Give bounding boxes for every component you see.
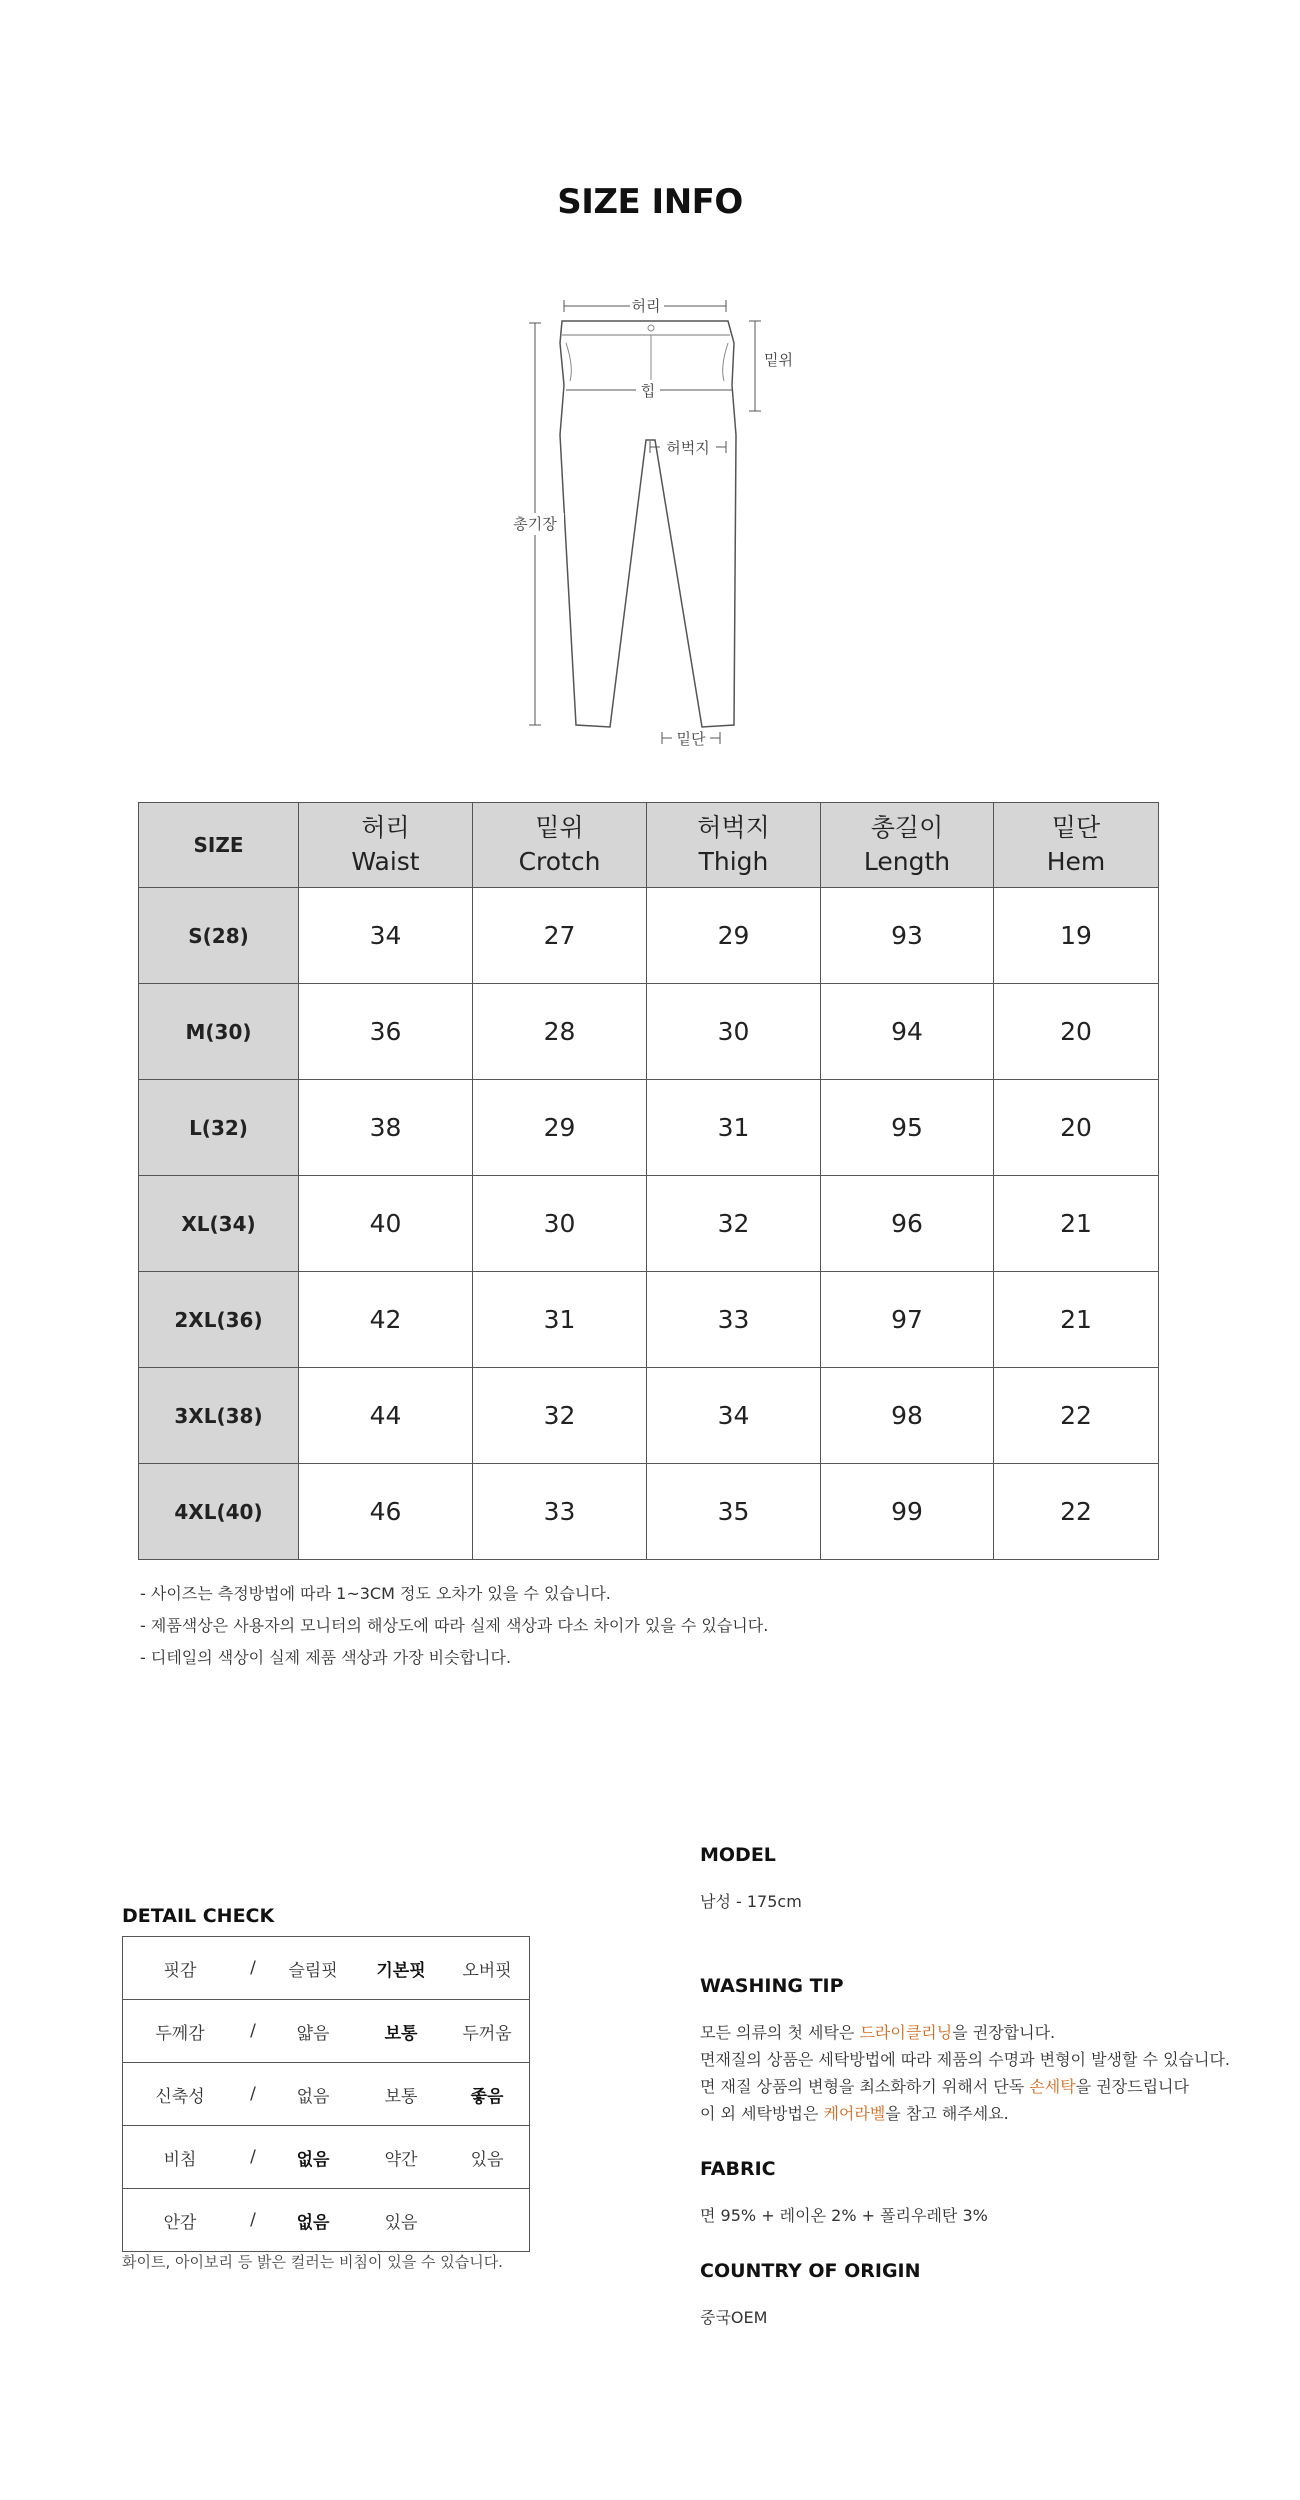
detail-name: 핏감 — [163, 1960, 197, 1981]
detail-option: 없음 — [296, 2086, 330, 2107]
detail-separator: / — [250, 2084, 256, 2104]
detail-option-selected: 없음 — [296, 2149, 330, 2170]
model-text: 남성 - 175cm — [700, 1892, 802, 1911]
detail-check-table — [122, 1936, 530, 2252]
washing-text: 면 재질 상품의 변형을 최소화하기 위해서 단독 — [700, 2077, 1030, 2096]
table-cell: 21 — [994, 1176, 1159, 1272]
origin-heading: COUNTRY OF ORIGIN — [700, 2260, 921, 2282]
table-cell: 20 — [994, 1080, 1159, 1176]
table-cell: 40 — [299, 1176, 473, 1272]
washing-tip-heading: WASHING TIP — [700, 1975, 844, 1997]
table-cell: 30 — [647, 984, 821, 1080]
diagram-label-hem: 밑단 — [676, 730, 706, 748]
column-header-en: Crotch — [518, 847, 601, 876]
table-cell: 19 — [994, 888, 1159, 984]
detail-option: 약간 — [384, 2149, 418, 2170]
size-cell: S(28) — [139, 888, 299, 984]
table-row — [139, 1464, 1159, 1560]
detail-option: 오버핏 — [462, 1960, 512, 1981]
column-header-ko: 허벅지 — [697, 813, 770, 842]
column-header-en: Thigh — [698, 847, 769, 876]
table-cell: 29 — [473, 1080, 647, 1176]
table-cell: 33 — [473, 1464, 647, 1560]
table-cell: 32 — [473, 1368, 647, 1464]
fabric-section — [700, 2158, 1280, 2229]
note-line: - 사이즈는 측정방법에 따라 1~3CM 정도 오차가 있을 수 있습니다. — [140, 1584, 611, 1603]
column-header-en: Waist — [351, 847, 420, 876]
column-header-hem — [994, 803, 1159, 888]
diagram-label-waist: 허리 — [631, 297, 661, 315]
washing-text: 이 외 세탁방법은 — [700, 2104, 824, 2123]
detail-separator: / — [250, 2021, 256, 2041]
detail-option: 보통 — [384, 2086, 418, 2107]
pants-diagram — [480, 285, 800, 760]
table-cell: 22 — [994, 1464, 1159, 1560]
table-row — [139, 1368, 1159, 1464]
detail-separator: / — [250, 2147, 256, 2167]
detail-separator: / — [250, 2210, 256, 2230]
table-cell: 34 — [647, 1368, 821, 1464]
column-header-waist — [299, 803, 473, 888]
washing-highlight: 드라이클리닝 — [859, 2023, 953, 2042]
detail-check-note: 화이트, 아이보리 등 밝은 컬러는 비침이 있을 수 있습니다. — [122, 2253, 503, 2271]
table-cell: 38 — [299, 1080, 473, 1176]
table-cell: 94 — [821, 984, 994, 1080]
table-cell: 22 — [994, 1368, 1159, 1464]
table-cell: 31 — [647, 1080, 821, 1176]
fabric-heading: FABRIC — [700, 2158, 776, 2180]
washing-line — [700, 2073, 1280, 2100]
table-cell: 98 — [821, 1368, 994, 1464]
detail-option: 있음 — [384, 2212, 418, 2233]
washing-tip-text — [700, 2019, 1280, 2127]
table-cell: 99 — [821, 1464, 994, 1560]
note-line: - 제품색상은 사용자의 모니터의 해상도에 따라 실제 색상과 다소 차이가 있을 수 있습니다. — [140, 1616, 769, 1635]
column-header-thigh — [647, 803, 821, 888]
column-header-ko: 밑위 — [535, 813, 584, 842]
table-row — [139, 1176, 1159, 1272]
column-header-en: Length — [863, 847, 951, 876]
detail-check-label: DETAIL CHECK — [122, 1905, 275, 1927]
diagram-label-thigh: 허벅지 — [666, 439, 710, 457]
table-cell: 46 — [299, 1464, 473, 1560]
table-cell: 33 — [647, 1272, 821, 1368]
table-cell: 21 — [994, 1272, 1159, 1368]
table-row — [139, 984, 1159, 1080]
size-column-header: SIZE — [139, 803, 299, 888]
detail-option: 슬림핏 — [288, 1960, 338, 1981]
table-cell: 32 — [647, 1176, 821, 1272]
detail-row-lining — [123, 2188, 529, 2251]
table-cell: 35 — [647, 1464, 821, 1560]
table-cell: 44 — [299, 1368, 473, 1464]
detail-row-thickness — [123, 1999, 529, 2062]
table-cell: 29 — [647, 888, 821, 984]
table-row — [139, 1272, 1159, 1368]
model-section — [700, 1844, 1280, 1915]
fabric-text: 면 95% + 레이온 2% + 폴리우레탄 3% — [700, 2206, 988, 2225]
diagram-label-crotch: 밑위 — [764, 351, 793, 369]
size-cell: 3XL(38) — [139, 1368, 299, 1464]
table-cell: 28 — [473, 984, 647, 1080]
table-cell: 42 — [299, 1272, 473, 1368]
column-header-ko: 총길이 — [870, 813, 944, 842]
detail-name: 비침 — [163, 2149, 197, 2170]
size-cell: M(30) — [139, 984, 299, 1080]
detail-option: 두꺼움 — [462, 2023, 512, 2044]
table-cell: 95 — [821, 1080, 994, 1176]
detail-option: 얇음 — [296, 2023, 330, 2044]
detail-name: 안감 — [163, 2212, 197, 2233]
detail-row-fit — [123, 1937, 529, 1999]
column-header-crotch — [473, 803, 647, 888]
diagram-label-length: 총기장 — [513, 515, 557, 533]
washing-tip-section — [700, 1975, 1280, 2127]
detail-option-selected: 보통 — [384, 2023, 418, 2044]
detail-option-selected: 기본핏 — [376, 1960, 426, 1981]
model-heading: MODEL — [700, 1844, 776, 1866]
washing-text: 을 참고 해주세요. — [885, 2104, 1009, 2123]
washing-text: 모든 의류의 첫 세탁은 — [700, 2023, 860, 2042]
table-cell: 30 — [473, 1176, 647, 1272]
washing-line — [700, 2019, 1280, 2046]
column-header-length — [821, 803, 994, 888]
washing-text: 을 권장합니다. — [952, 2023, 1056, 2042]
size-table-header — [139, 803, 1159, 888]
size-table — [138, 802, 1159, 1560]
page-title: SIZE INFO — [557, 182, 743, 222]
detail-name: 두께감 — [155, 2023, 205, 2044]
detail-row-stretch — [123, 2062, 529, 2125]
detail-separator: / — [250, 1958, 256, 1978]
detail-row-sheer — [123, 2125, 529, 2188]
washing-line — [700, 2100, 1280, 2127]
table-row — [139, 888, 1159, 984]
diagram-label-hip: 힙 — [640, 382, 656, 400]
origin-text: 중국OEM — [700, 2308, 768, 2327]
table-cell: 31 — [473, 1272, 647, 1368]
washing-highlight: 손세탁 — [1029, 2077, 1076, 2096]
size-cell: L(32) — [139, 1080, 299, 1176]
table-cell: 97 — [821, 1272, 994, 1368]
table-cell: 36 — [299, 984, 473, 1080]
origin-section — [700, 2260, 1280, 2331]
washing-highlight: 케어라벨 — [823, 2104, 886, 2123]
table-cell: 34 — [299, 888, 473, 984]
size-cell: 2XL(36) — [139, 1272, 299, 1368]
washing-line: 면재질의 상품은 세탁방법에 따라 제품의 수명과 변형이 발생할 수 있습니다. — [700, 2050, 1230, 2069]
detail-option-selected: 없음 — [296, 2212, 330, 2233]
size-notes — [140, 1578, 768, 1674]
table-cell: 96 — [821, 1176, 994, 1272]
table-cell: 93 — [821, 888, 994, 984]
detail-option: 있음 — [470, 2149, 504, 2170]
note-line: - 디테일의 색상이 실제 제품 색상과 가장 비슷합니다. — [140, 1648, 512, 1667]
size-cell: 4XL(40) — [139, 1464, 299, 1560]
table-row — [139, 1080, 1159, 1176]
detail-name: 신축성 — [155, 2086, 205, 2107]
size-cell: XL(34) — [139, 1176, 299, 1272]
table-cell: 27 — [473, 888, 647, 984]
table-cell: 20 — [994, 984, 1159, 1080]
column-header-en: Hem — [1046, 847, 1106, 876]
column-header-ko: 허리 — [361, 813, 410, 842]
detail-option-selected: 좋음 — [470, 2086, 504, 2107]
column-header-ko: 밑단 — [1051, 813, 1101, 842]
washing-text: 을 권장드립니다 — [1075, 2077, 1189, 2096]
